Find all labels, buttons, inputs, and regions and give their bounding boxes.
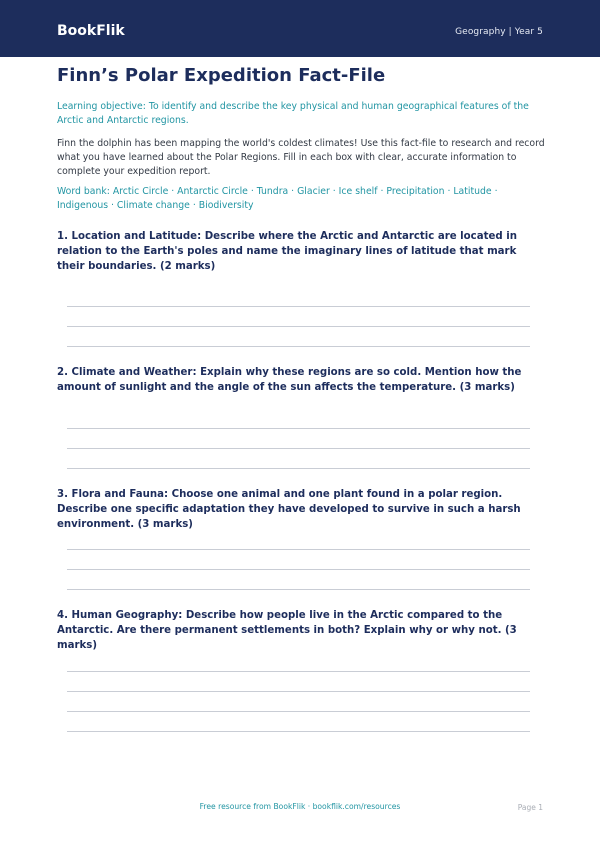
answer-line[interactable]: [67, 711, 530, 712]
intro-text: Finn the dolphin has been mapping the world's coldest climates! Use this fact-file to research and record what you have learned about the Polar Regions. Fill in each box with clear, accurate information to complete your expedition report.: [57, 138, 545, 177]
question-1: 1. Location and Latitude: Describe where the Arctic and Antarctic are located in relation to the Earth's poles and name the imaginary lines of latitude that mark their boundaries. (2 marks): [57, 231, 517, 272]
header-bar: [0, 0, 600, 57]
answer-line[interactable]: [67, 691, 530, 692]
answer-line[interactable]: [67, 731, 530, 732]
answer-line[interactable]: [67, 306, 530, 307]
answer-line[interactable]: [67, 569, 530, 570]
learning-objective: Learning objective: To identify and describe the key physical and human geographical features of the Arctic and Antarctic regions.: [57, 101, 529, 126]
answer-line[interactable]: [67, 428, 530, 429]
answer-line[interactable]: [67, 448, 530, 449]
page-title: Finn’s Polar Expedition Fact-File: [57, 65, 386, 86]
page-number: Page 1: [517, 803, 543, 812]
question-3: 3. Flora and Fauna: Choose one animal and one plant found in a polar region. Describe one specific adaptation they have developed to survive in such a harsh environment. (3 marks): [57, 489, 521, 530]
answer-line[interactable]: [67, 346, 530, 347]
word-bank: Word bank: Arctic Circle · Antarctic Circle · Tundra · Glacier · Ice shelf · Precipitation · Latitude · Indigenous · Climate change · Biodiversity: [57, 186, 498, 211]
answer-line[interactable]: [67, 326, 530, 327]
brand-logo[interactable]: BookFlik: [57, 23, 125, 39]
answer-line[interactable]: [67, 468, 530, 469]
question-4: 4. Human Geography: Describe how people live in the Arctic compared to the Antarctic. Are there permanent settlements in both? Explain why or why not. (3 marks): [57, 610, 517, 651]
answer-line[interactable]: [67, 671, 530, 672]
footer-credit-link[interactable]: Free resource from BookFlik · bookflik.com/resources: [199, 802, 401, 811]
answer-line[interactable]: [67, 589, 530, 590]
question-2: 2. Climate and Weather: Explain why these regions are so cold. Mention how the amount of sunlight and the angle of the sun affects the temperature. (3 marks): [57, 367, 522, 393]
subject-year-label: Geography | Year 5: [455, 27, 543, 37]
answer-line[interactable]: [67, 549, 530, 550]
